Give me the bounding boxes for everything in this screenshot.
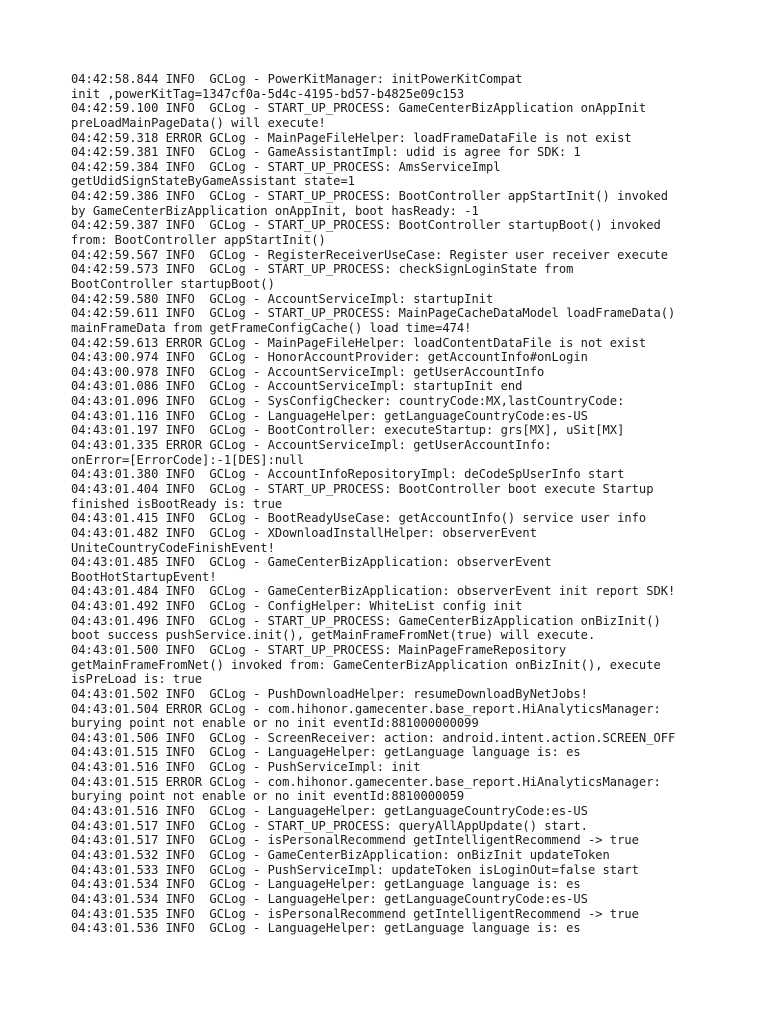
log-line: preLoadMainPageData() will execute! [71,115,326,130]
log-line: from: BootController appStartInit() [71,233,326,248]
log-line: finished isBootReady is: true [71,496,283,511]
log-line: mainFrameData from getFrameConfigCache() load time=474! [71,320,472,335]
log-line: BootController startupBoot() [71,276,275,291]
log-line: getMainFrameFromNet() invoked from: GameCenterBizApplication onBizInit(), execute [71,657,661,672]
log-line: 04:43:00.974 INFO GCLog - HonorAccountProvider: getAccountInfo#onLogin [71,350,588,365]
log-line: 04:43:01.485 INFO GCLog - GameCenterBizApplication: observerEvent [71,555,552,570]
log-line: 04:43:01.534 INFO GCLog - LanguageHelper: getLanguage language is: es [71,877,581,892]
log-line: 04:43:01.404 INFO GCLog - START_UP_PROCESS: BootController boot execute Startup [71,481,654,496]
log-line: 04:43:01.484 INFO GCLog - GameCenterBizApplication: observerEvent init report SDK! [71,584,676,599]
log-line: 04:42:59.611 INFO GCLog - START_UP_PROCESS: MainPageCacheDataModel loadFrameData() [71,306,676,321]
log-line: 04:43:01.116 INFO GCLog - LanguageHelper: getLanguageCountryCode:es-US [71,408,588,423]
log-line: 04:42:59.318 ERROR GCLog - MainPageFileHelper: loadFrameDataFile is not exist [71,130,632,145]
log-line: 04:43:01.492 INFO GCLog - ConfigHelper: WhiteList config init [71,599,523,614]
log-line: 04:43:01.533 INFO GCLog - PushServiceImpl: updateToken isLoginOut=false start [71,862,639,877]
log-line: burying point not enable or no init eventId:8810000059 [71,789,465,804]
log-line: 04:43:01.515 INFO GCLog - LanguageHelper: getLanguage language is: es [71,745,581,760]
log-line: 04:42:58.844 INFO GCLog - PowerKitManager: initPowerKitCompat [71,72,523,86]
log-line: 04:43:01.096 INFO GCLog - SysConfigChecker: countryCode:MX,lastCountryCode: [71,394,625,409]
log-line: 04:43:01.504 ERROR GCLog - com.hihonor.gamecenter.base_report.HiAnalyticsManager: [71,701,661,716]
log-line: 04:43:01.415 INFO GCLog - BootReadyUseCase: getAccountInfo() service user info [71,511,647,526]
log-line: 04:43:01.086 INFO GCLog - AccountServiceImpl: startupInit end [71,379,523,394]
log-line: onError=[ErrorCode]:-1[DES]:null [71,452,304,467]
log-line: 04:42:59.573 INFO GCLog - START_UP_PROCESS: checkSignLoginState from [71,262,574,277]
log-line: 04:43:01.496 INFO GCLog - START_UP_PROCESS: GameCenterBizApplication onBizInit() [71,613,661,628]
log-line: 04:43:01.380 INFO GCLog - AccountInfoRepositoryImpl: deCodeSpUserInfo start [71,467,625,482]
log-line: getUdidSignStateByGameAssistant state=1 [71,174,355,189]
log-line: init ,powerKitTag=1347cf0a-5d4c-4195-bd57-b4825e09c153 [71,86,465,101]
log-line: BootHotStartupEvent! [71,569,217,584]
log-line: by GameCenterBizApplication onAppInit, boot hasReady: -1 [71,203,479,218]
log-line: 04:43:01.482 INFO GCLog - XDownloadInstallHelper: observerEvent [71,525,537,540]
log-line: 04:43:01.517 INFO GCLog - START_UP_PROCESS: queryAllAppUpdate() start. [71,818,588,833]
log-line: 04:42:59.386 INFO GCLog - START_UP_PROCESS: BootController appStartInit() invoked [71,189,669,204]
log-line: isPreLoad is: true [71,672,203,687]
log-line: 04:43:01.515 ERROR GCLog - com.hihonor.gamecenter.base_report.HiAnalyticsManager: [71,774,661,789]
log-line: 04:43:01.197 INFO GCLog - BootController: executeStartup: grs[MX], uSit[MX] [71,423,625,438]
log-line: 04:43:00.978 INFO GCLog - AccountServiceImpl: getUserAccountInfo [71,364,545,379]
log-line: 04:43:01.516 INFO GCLog - LanguageHelper: getLanguageCountryCode:es-US [71,804,588,819]
log-line: 04:43:01.335 ERROR GCLog - AccountServiceImpl: getUserAccountInfo: [71,438,552,453]
log-line: 04:43:01.536 INFO GCLog - LanguageHelper: getLanguage language is: es [71,921,581,936]
log-line: 04:42:59.384 INFO GCLog - START_UP_PROCESS: AmsServiceImpl [71,159,501,174]
log-line: 04:43:01.532 INFO GCLog - GameCenterBizApplication: onBizInit updateToken [71,847,610,862]
log-line: 04:42:59.100 INFO GCLog - START_UP_PROCESS: GameCenterBizApplication onAppInit [71,101,647,116]
log-line: 04:42:59.381 INFO GCLog - GameAssistantImpl: udid is agree for SDK: 1 [71,145,581,160]
log-line: 04:43:01.534 INFO GCLog - LanguageHelper: getLanguageCountryCode:es-US [71,891,588,906]
log-line: 04:43:01.516 INFO GCLog - PushServiceImpl: init [71,760,421,775]
log-line: 04:42:59.580 INFO GCLog - AccountServiceImpl: startupInit [71,291,494,306]
log-line: 04:43:01.502 INFO GCLog - PushDownloadHelper: resumeDownloadByNetJobs! [71,686,588,701]
log-line: UniteCountryCodeFinishEvent! [71,540,275,555]
log-line: boot success pushService.init(), getMainFrameFromNet(true) will execute. [71,628,596,643]
log-line: burying point not enable or no init eventId:881000000099 [71,716,479,731]
log-line: 04:43:01.535 INFO GCLog - isPersonalRecommend getIntelligentRecommend -> true [71,906,639,921]
log-line: 04:42:59.567 INFO GCLog - RegisterReceiverUseCase: Register user receiver execute [71,247,669,262]
log-line: 04:43:01.506 INFO GCLog - ScreenReceiver: action: android.intent.action.SCREEN_OFF [71,730,676,745]
log-line: 04:42:59.387 INFO GCLog - START_UP_PROCESS: BootController startupBoot() invoked [71,218,661,233]
log-line: 04:43:01.500 INFO GCLog - START_UP_PROCESS: MainPageFrameRepository [71,642,567,657]
log-line: 04:43:01.517 INFO GCLog - isPersonalRecommend getIntelligentRecommend -> true [71,833,639,848]
log-line: 04:42:59.613 ERROR GCLog - MainPageFileHelper: loadContentDataFile is not exist [71,335,647,350]
log-text-block [71,72,711,936]
